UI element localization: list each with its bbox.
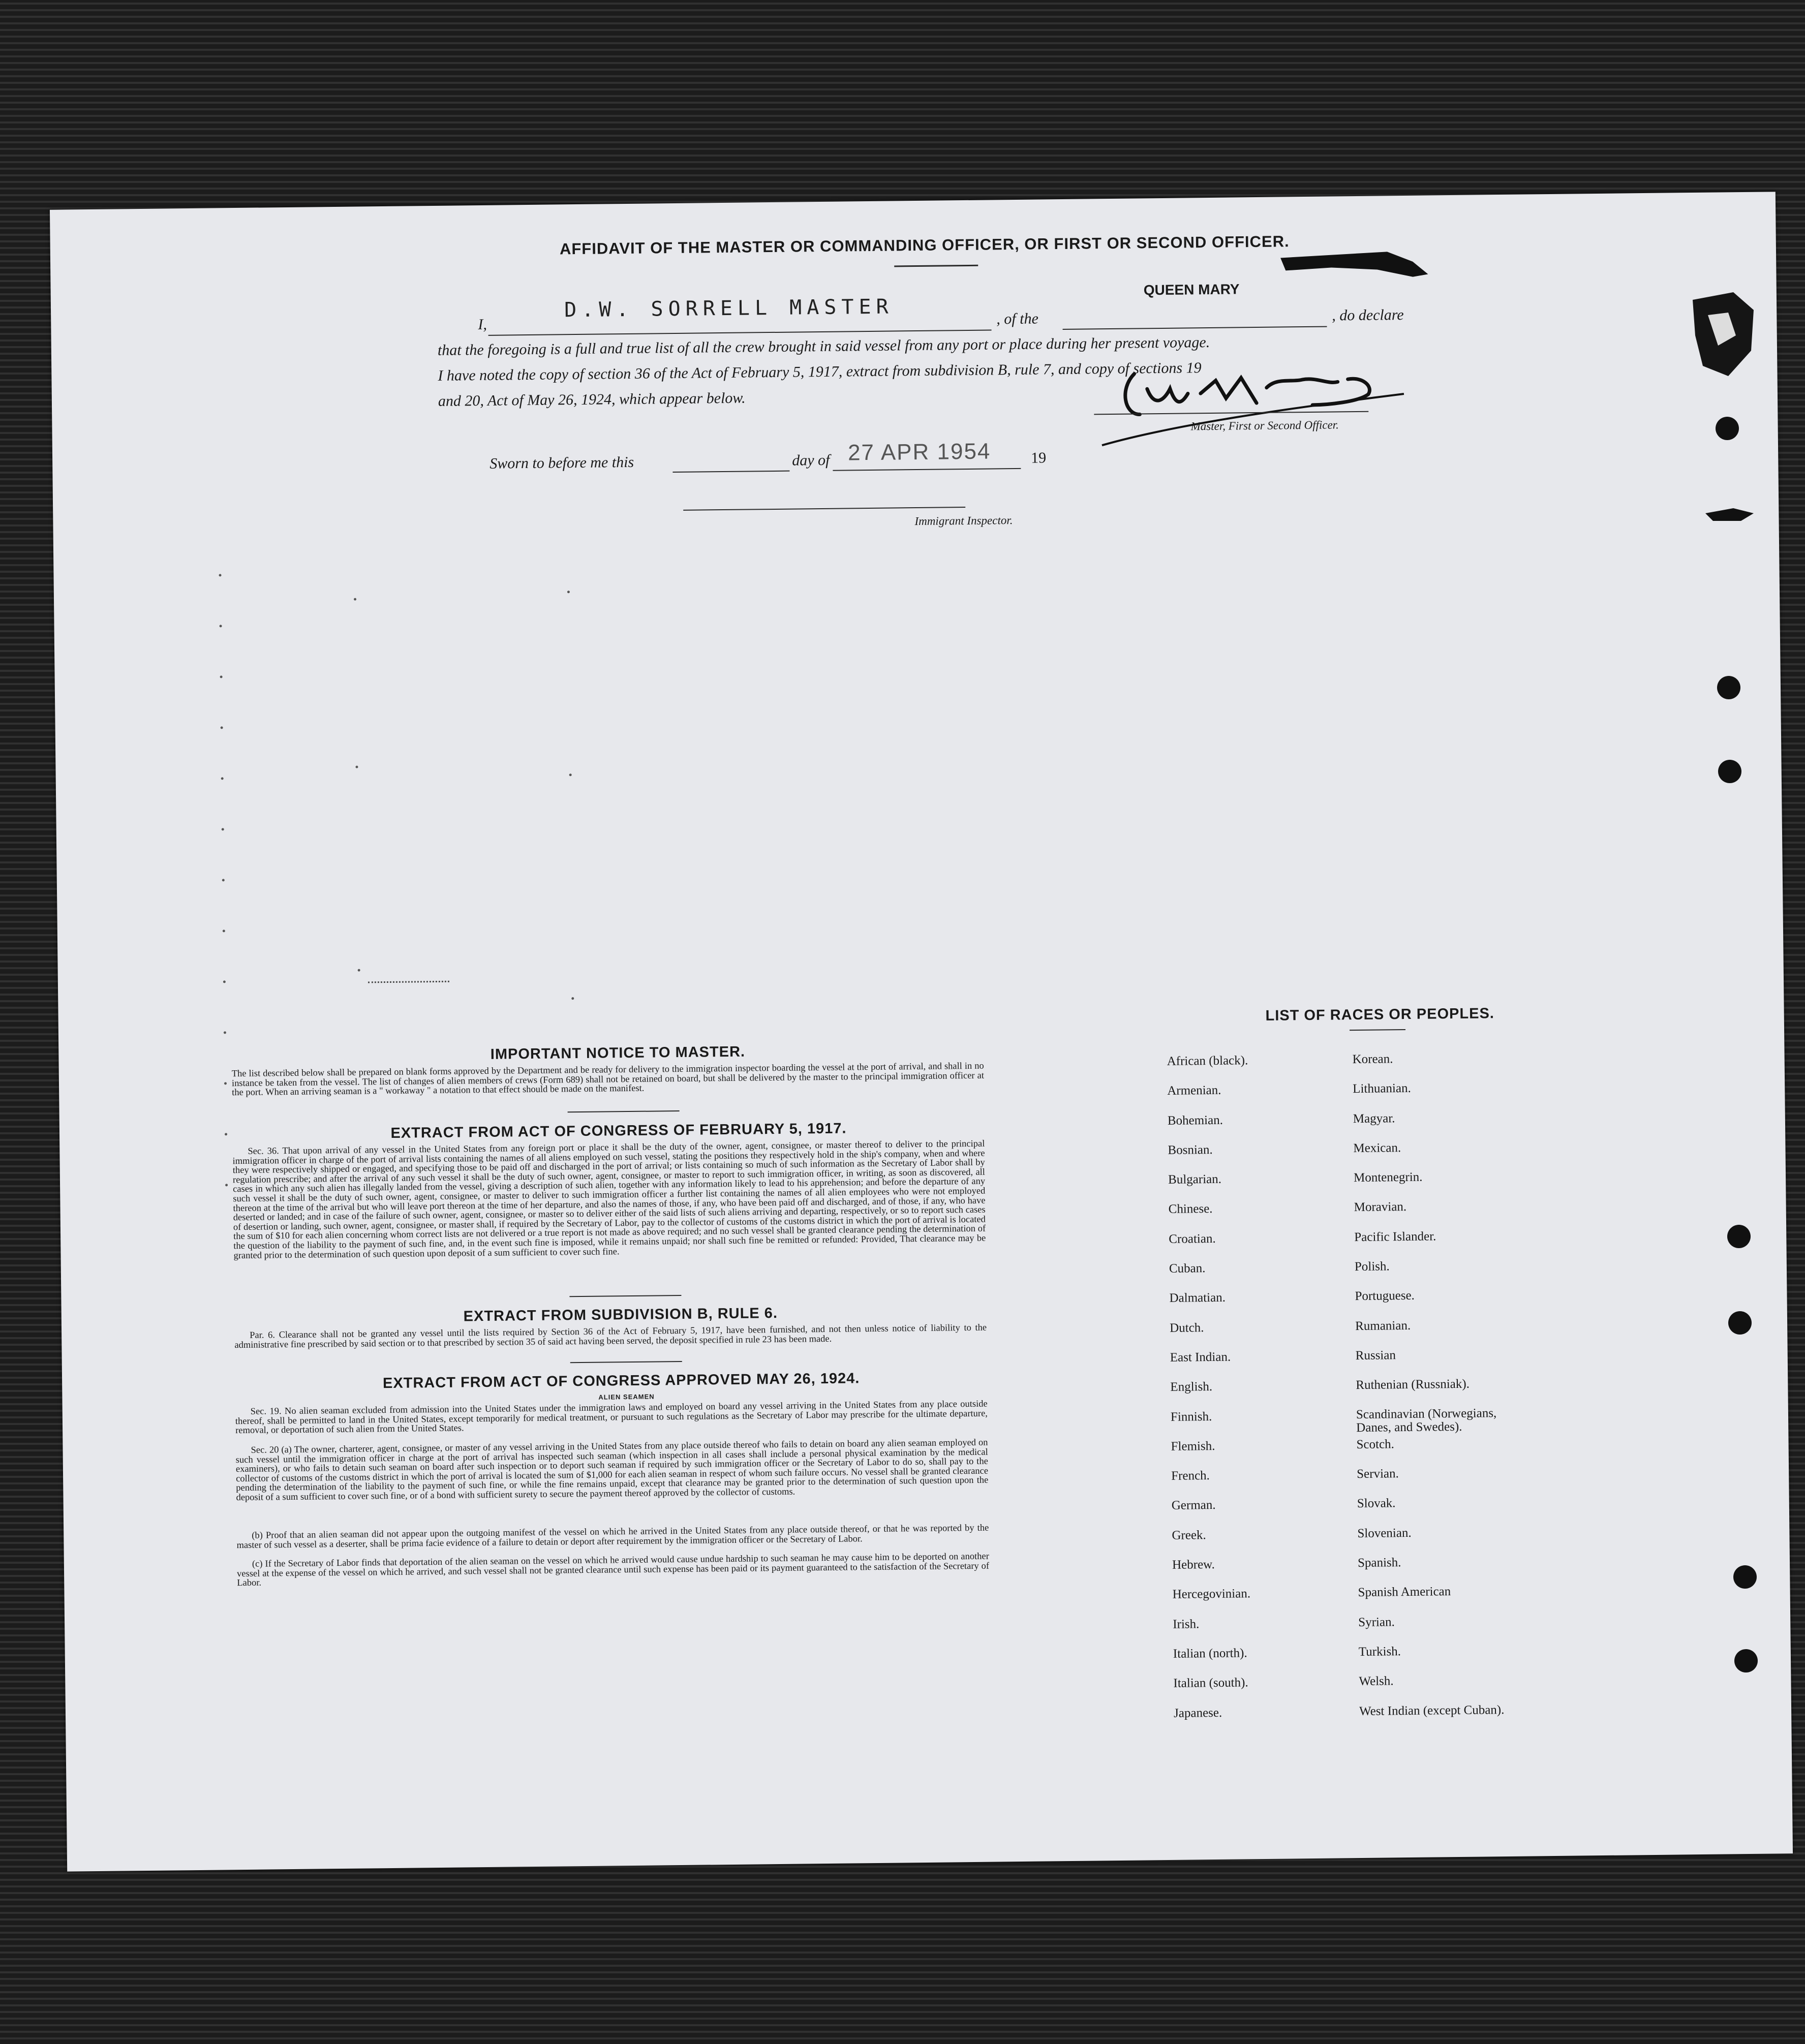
ruling-mark (219, 574, 221, 576)
punch-hole (1716, 417, 1739, 440)
race-item: Rumanian. (1355, 1318, 1411, 1333)
race-item: Lithuanian. (1353, 1081, 1411, 1096)
race-item: Ruthenian (Russniak). (1356, 1377, 1470, 1392)
race-item: Spanish American (1358, 1585, 1451, 1600)
race-item: Portuguese. (1355, 1289, 1415, 1304)
extract-1917-divider (569, 1295, 681, 1297)
affidavit-title: AFFIDAVIT OF THE MASTER OR COMMANDING OFFICER, OR FIRST OR SECOND OFFICER. (559, 232, 1290, 258)
ruling-mark (569, 773, 572, 776)
officer-name-line (488, 329, 992, 335)
notice-text: The list described below shall be prepared on blank forms approved by the Department and be ready for delivery to the immigration inspector boarding the vessel at the port of arrival, and shall in no instance be taken from the vessel. The list of changes of alien members of crews (Form 689) shall not be retained on board, but shall be delivered by the master to the principal immigration officer at the port. When an arriving seaman is a " workaway " a notation to that effect should be made on the manifest. (231, 1061, 985, 1098)
race-item: Montenegrin. (1353, 1170, 1423, 1185)
race-item: Hercegovinian. (1172, 1587, 1251, 1602)
race-item: Chinese. (1168, 1202, 1213, 1217)
vessel-line (1063, 326, 1327, 330)
affidavit-line1-end: , do declare (1332, 306, 1404, 324)
race-item: Russian (1355, 1348, 1396, 1363)
extract-rule6-text: Par. 6. Clearance shall not be granted any vessel until the lists required by Section 36 of the Act of February 5, 1917, have been furnished, and not then unless notice of liability to the administrative fine prescribed by said section or to that prescribed by section 35 of said act having been served, the deposit specified in rule 23 has been made. (234, 1322, 987, 1350)
race-item: Scotch. (1356, 1437, 1394, 1451)
race-item: Croatian. (1169, 1231, 1216, 1246)
ruling-mark (221, 726, 223, 729)
affidavit-line2: that the foregoing is a full and true list of all the crew brought in said vessel from any port or place during her present voyage. (437, 333, 1210, 359)
race-item: Italian (north). (1173, 1646, 1247, 1661)
ruling-mark (224, 1082, 227, 1085)
notice-title: IMPORTANT NOTICE TO MASTER. (490, 1043, 746, 1063)
race-item: Slovenian. (1357, 1526, 1412, 1540)
extract-1917-title: EXTRACT FROM ACT OF CONGRESS OF FEBRUARY 5, 1917. (390, 1120, 847, 1141)
sworn-year: 19 (1031, 449, 1047, 467)
race-item: Irish. (1173, 1617, 1200, 1631)
punch-hole (1727, 1225, 1751, 1248)
ruling-mark (223, 930, 225, 932)
race-item: Turkish. (1358, 1645, 1401, 1659)
race-item: Slovak. (1357, 1496, 1396, 1511)
race-item: Bulgarian. (1168, 1172, 1222, 1187)
race-item: Japanese. (1173, 1706, 1222, 1720)
race-item: Mexican. (1353, 1141, 1401, 1156)
race-item: Dutch. (1169, 1320, 1204, 1335)
ruling-mark (221, 777, 224, 780)
race-item: French. (1171, 1469, 1210, 1483)
race-item: Scandinavian (Norwegians, Danes, and Swedes). (1356, 1406, 1497, 1435)
extract-1924-paragraph: Sec. 20 (a) The owner, charterer, agent, consignee, or master of any vessel arriving in the United States from any place outside thereof who fails to detain on board any alien seaman employed on such vessel until the immigration officer in charge at the port of arrival has inspected such seaman (which inspection in all cases shall include a personal physical examination by the medical examiners), or who fails to detain such seaman on board after such inspection or to deport such seaman if required by such immigration officer or the Secretary of Labor to do so, shall pay to the collector of customs of the customs district in which the port of arrival is located the sum of $1,000 for each alien seaman in respect of whom such failure occurs. No vessel shall be granted clearance pending the determination of the liability to the payment of such fine, or while the fine remains unpaid, except that clearance may be granted prior to the determination of such question upon the deposit of a sum sufficient to cover such fine, or of a bond with sufficient surety to secure the payment thereof approved by the collector of customs. (235, 1437, 989, 1503)
race-item: Armenian. (1167, 1083, 1221, 1098)
race-item: East Indian. (1170, 1350, 1231, 1365)
ruling-mark (222, 879, 225, 881)
punch-hole (1717, 676, 1740, 699)
affidavit-line1-prefix: I, (478, 316, 487, 333)
race-item: Bosnian. (1168, 1142, 1213, 1157)
race-item: English. (1170, 1380, 1213, 1395)
inspector-line (683, 507, 965, 511)
extract-1917-text: Sec. 36. That upon arrival of any vessel in the United States from any foreign port or place it shall be the duty of the owner, agent, consignee, or master thereof to deliver to the principal immigration officer in charge of the port of arrival lists containing the names of all aliens employed on such vessel, stating the positions they respectively hold in the ship's company, when and where they were respectively shipped or engaged, and specifying those to be paid off and discharged in the port of arrival; or lists containing so much of such information as the Secretary of Labor shall by regulation prescribe; and after the arrival of any such vessel it shall be the duty of such owner, agent, consignee, or master to report to such immigration officer, in writing, as soon as discovered, all cases in which any such alien has illegally landed from the vessel, giving a description of such alien, together with any information likely to lead to his apprehension; and before the departure of any such vessel it shall be the duty of such owner, agent, consignee, or master to deliver to such immigration officer a further list containing the names of all alien employees who were not employed thereon at the time of the arrival but who will leave port thereon at the time of her departure, and also the names of those, if any, who have been paid off and discharged, and of those, if any, who have deserted or landed; and in case of the failure of such owner, agent, consignee, or master so to deliver either of the said lists of such aliens arriving and departing, respectively, or so to report such cases of desertion or landing, such owner, agent, consignee, or master shall, if required by the Secretary of Labor, pay to the collector of customs of the customs district in which the port of arrival is located the sum of $10 for each alien concerning whom correct lists are not delivered or a true report is not made as above required; and no such vessel shall be granted clearance pending the determination of the question of the liability to the payment of such fine, and, in the event such fine is imposed, while it remains unpaid; nor shall such fine be remitted or refunded: Provided, That clearance may be granted prior to the determination of such question upon deposit of a sum sufficient to cover such fine. (232, 1138, 986, 1261)
punch-hole (1718, 760, 1741, 783)
ink-blot (1275, 246, 1444, 293)
extract-1924-title: EXTRACT FROM ACT OF CONGRESS APPROVED MAY 26, 1924. (382, 1370, 860, 1392)
ruling-mark (220, 625, 222, 627)
ruling-mark (224, 1031, 226, 1034)
race-item: Italian (south). (1173, 1676, 1248, 1691)
races-title-underline (1350, 1029, 1405, 1031)
race-item: Moravian. (1354, 1200, 1407, 1215)
document-sheet (50, 192, 1793, 1871)
sworn-month-line (833, 468, 1021, 471)
ruling-mark (220, 675, 223, 678)
date-stamp: 27 APR 1954 (847, 439, 991, 466)
signature-caption: Master, First or Second Officer. (1190, 418, 1339, 433)
punch-hole (1728, 1311, 1752, 1335)
ruling-mark (358, 969, 360, 972)
affidavit-line3: I have noted the copy of section 36 of the Act of February 5, 1917, extract from subdivision B, rule 7, and copy of sections 19 (438, 359, 1202, 384)
affidavit-line1-mid: , of the (996, 310, 1038, 328)
inspector-caption: Immigrant Inspector. (914, 514, 1013, 528)
race-item: Greek. (1172, 1528, 1206, 1542)
race-item: Pacific Islander. (1354, 1229, 1436, 1244)
extract-1924-paragraph: (b) Proof that an alien seaman did not appear upon the outgoing manifest of the vessel on which he arrived in the United States from any place outside thereof, or that he was reported by the master of such vessel as a deserter, shall be prima facie evidence of a failure to detain or deport after requirement by the immigration officer or the Secretary of Labor. (236, 1523, 989, 1551)
race-item: German. (1171, 1498, 1216, 1513)
race-item: West Indian (except Cuban). (1359, 1702, 1505, 1718)
officer-name-handwritten: D.W. SORRELL MASTER (564, 295, 894, 322)
ruling-mark (354, 598, 356, 601)
title-underline (894, 265, 978, 267)
race-item: Welsh. (1359, 1674, 1394, 1689)
races-title: LIST OF RACES OR PEOPLES. (1265, 1005, 1495, 1024)
vessel-name: QUEEN MARY (1143, 281, 1240, 298)
punch-hole (1733, 1565, 1757, 1589)
race-item: Magyar. (1353, 1111, 1395, 1126)
torn-binding-mark (1688, 290, 1759, 391)
extract-1924-paragraph: (c) If the Secretary of Labor finds that deportation of the alien seaman on the vessel on which he arrived would cause undue hardship to such seaman he may cause him to be deported on another vessel at the expense of the vessel on which he arrived, and such vessel shall not be granted clearance until such expense has been paid or its payment guaranteed to the satisfaction of the Secretary of Labor. (236, 1551, 990, 1589)
sworn-day-line (672, 471, 789, 473)
race-item: Polish. (1354, 1259, 1390, 1274)
extract-1924-subtitle: ALIEN SEAMEN (598, 1392, 655, 1401)
races-right-column (1352, 1050, 1563, 1734)
races-left-column (1167, 1052, 1367, 1736)
race-item: Dalmatian. (1169, 1291, 1226, 1306)
ruling-mark (571, 997, 574, 1000)
affidavit-line4: and 20, Act of May 26, 1924, which appear below. (438, 389, 746, 410)
punch-hole (1734, 1649, 1758, 1673)
master-signature (1098, 356, 1415, 455)
notice-divider (568, 1110, 680, 1112)
race-item: Bohemian. (1167, 1113, 1223, 1128)
race-item: Spanish. (1357, 1556, 1401, 1570)
ruling-mark (223, 980, 226, 983)
race-item: Cuban. (1169, 1261, 1206, 1276)
ruling-mark (225, 1184, 228, 1186)
race-item: Korean. (1352, 1052, 1393, 1067)
extract-1924-paragraph: Sec. 19. No alien seaman excluded from admission into the United States under the immigration laws and employed on board any vessel arriving in the United States from any place outside thereof, shall be permitted to land in the United States, except temporarily for medical treatment, or pursuant to such regulations as the Secretary of Labor may prescribe for the ultimate departure, removal, or deportation of such alien from the United States. (235, 1399, 988, 1436)
race-item: Syrian. (1358, 1615, 1395, 1629)
sworn-prefix: Sworn to before me this (490, 453, 634, 472)
race-item: Finnish. (1170, 1409, 1212, 1424)
race-item: Hebrew. (1172, 1558, 1215, 1572)
ruling-mark (368, 981, 449, 983)
race-item: African (black). (1167, 1054, 1248, 1068)
race-item: Servian. (1357, 1467, 1399, 1481)
race-item: Flemish. (1171, 1439, 1215, 1453)
extract-rule6-divider (570, 1361, 682, 1363)
ruling-mark (355, 766, 358, 768)
extract-rule6-title: EXTRACT FROM SUBDIVISION B, RULE 6. (463, 1305, 778, 1325)
torn-binding-mark (1703, 501, 1759, 531)
ruling-mark (567, 591, 570, 593)
sworn-mid: day of (792, 451, 830, 469)
ruling-mark (222, 828, 224, 830)
